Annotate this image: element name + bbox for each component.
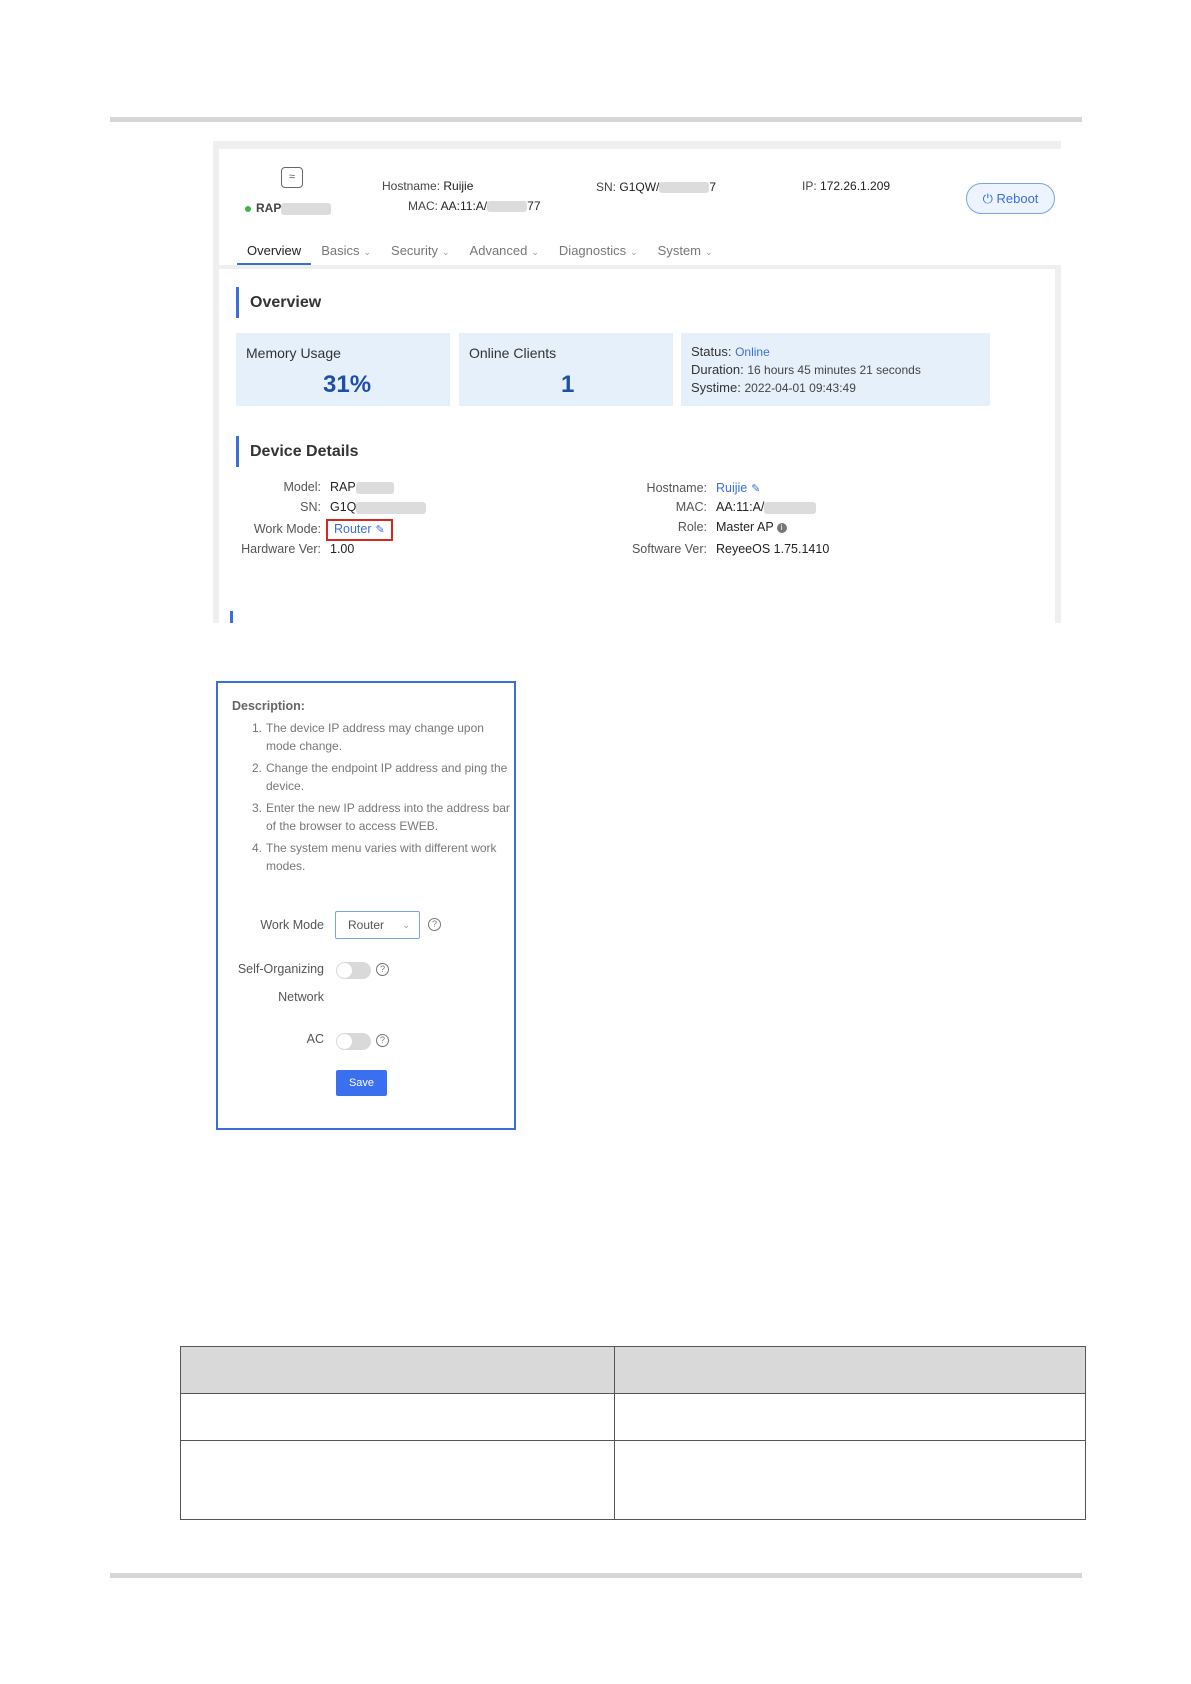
detail-sn: SN: G1Q (219, 500, 426, 514)
tab-diagnostics[interactable]: Diagnostics ⌄ (558, 243, 638, 258)
save-button[interactable]: Save (336, 1070, 387, 1096)
work-mode-label: Work Mode (260, 918, 324, 932)
edit-pen-icon: ✎ (751, 483, 761, 495)
detail-model: Model: RAP (219, 480, 394, 494)
mac-field: MAC: AA:11:A/ 77 (408, 199, 541, 213)
tab-basics[interactable]: Basics ⌄ (321, 243, 372, 258)
table-cell (615, 1394, 1086, 1441)
sn-value: G1QW/ (619, 180, 660, 194)
tab-system[interactable]: System ⌄ (657, 243, 713, 258)
ac-label: AC (306, 1032, 324, 1046)
detail-work-mode: Work Mode: Router ✎ (219, 519, 393, 541)
detail-mac: MAC: AA:11:A/ (599, 500, 816, 514)
info-icon[interactable]: i (777, 523, 787, 533)
table-header-cell (615, 1347, 1086, 1394)
help-icon[interactable]: ? (376, 1034, 389, 1047)
device-header-bar (219, 149, 1061, 265)
table-cell (181, 1441, 615, 1520)
table-row (181, 1394, 1086, 1441)
toggle-knob (337, 963, 352, 978)
description-title: Description: (232, 699, 305, 713)
duration-value: 16 hours 45 minutes 21 seconds (747, 363, 921, 377)
chevron-down-icon: ⌄ (705, 247, 713, 257)
wifi-section-marker (230, 611, 233, 623)
online-status-dot (245, 206, 251, 212)
status-line: Status: Online (691, 344, 770, 359)
memory-usage-label: Memory Usage (246, 345, 341, 361)
model-prefix: RAP (256, 201, 282, 215)
mac-redaction (487, 201, 527, 212)
detail-software-ver: Software Ver: ReyeeOS 1.75.1410 (631, 542, 830, 556)
model-redaction (356, 482, 394, 494)
tab-security[interactable]: Security ⌄ (391, 243, 450, 258)
status-value: Online (735, 345, 770, 359)
overview-section-title: Overview (236, 287, 321, 318)
memory-usage-card (236, 333, 450, 406)
tab-advanced[interactable]: Advanced ⌄ (469, 243, 539, 258)
description-item: 3. Enter the new IP address into the address bar of the browser to access EWEB. (252, 801, 510, 833)
detail-hostname: Hostname: Ruijie ✎ (646, 481, 761, 495)
chevron-down-icon: ⌄ (402, 920, 410, 930)
page-bottom-rule (110, 1573, 1082, 1578)
help-icon[interactable]: ? (428, 918, 441, 931)
hostname-value: Ruijie (443, 179, 474, 193)
sn-redaction (356, 502, 426, 514)
ip-value: 172.26.1.209 (820, 179, 891, 193)
description-item: 2. Change the endpoint IP address and ping the device. (252, 761, 508, 793)
table-cell (615, 1441, 1086, 1520)
chevron-down-icon: ⌄ (630, 247, 638, 257)
toggle-knob (337, 1034, 352, 1049)
device-details-section-title: Device Details (236, 436, 359, 467)
chevron-down-icon: ⌄ (363, 247, 372, 257)
table-cell (181, 1394, 615, 1441)
status-card (681, 333, 990, 406)
work-mode-dialog (216, 681, 516, 1130)
table-header-row (181, 1347, 1086, 1394)
network-label: Network (278, 990, 324, 1004)
systime-line: Systime: 2022-04-01 09:43:49 (691, 380, 856, 395)
description-list (252, 719, 510, 879)
detail-role: Role: Master AP i (599, 520, 787, 534)
online-clients-value: 1 (561, 371, 575, 398)
work-mode-select[interactable]: Router ⌄ (335, 911, 420, 939)
hostname-edit-link[interactable]: Ruijie ✎ (716, 481, 761, 495)
overview-content (219, 269, 1055, 623)
description-item: 4. The system menu varies with different work modes. (252, 841, 497, 873)
table-row (181, 1441, 1086, 1520)
wifi-device-icon: ≈ (281, 167, 303, 188)
tab-overview[interactable]: Overview (237, 241, 311, 265)
table-header-cell (181, 1347, 615, 1394)
reboot-button[interactable]: ⏻ Reboot (966, 183, 1055, 214)
online-clients-label: Online Clients (469, 345, 557, 361)
sn-redaction (659, 182, 709, 193)
duration-line: Duration: 16 hours 45 minutes 21 seconds (691, 362, 921, 377)
self-organizing-toggle[interactable] (336, 962, 371, 979)
page-top-rule (110, 117, 1082, 122)
main-tabs (237, 241, 723, 265)
self-organizing-label: Self-Organizing (237, 962, 324, 976)
online-clients-card (459, 333, 673, 406)
ac-toggle[interactable] (336, 1033, 371, 1050)
power-icon: ⏻ (982, 191, 993, 206)
hostname-field: Hostname: Ruijie (382, 179, 474, 193)
chevron-down-icon: ⌄ (442, 247, 450, 257)
model-redaction (281, 203, 331, 215)
ip-field: IP: 172.26.1.209 (802, 179, 891, 193)
mac-redaction (764, 502, 816, 514)
chevron-down-icon: ⌄ (531, 247, 539, 257)
detail-hardware-ver: Hardware Ver: 1.00 (241, 542, 355, 556)
work-mode-link[interactable]: Router ✎ (326, 519, 393, 541)
systime-value: 2022-04-01 09:43:49 (744, 381, 856, 395)
memory-usage-value: 31% (323, 371, 372, 398)
mac-value: AA:11:A/ (440, 199, 488, 213)
help-icon[interactable]: ? (376, 963, 389, 976)
device-model-badge (245, 201, 331, 215)
sn-field: SN: G1QW/ 7 (596, 180, 717, 194)
empty-table (180, 1346, 1086, 1520)
edit-pen-icon: ✎ (375, 524, 385, 536)
device-overview-screenshot (213, 141, 1061, 623)
description-item: 1. The device IP address may change upon mode change. (252, 721, 484, 753)
